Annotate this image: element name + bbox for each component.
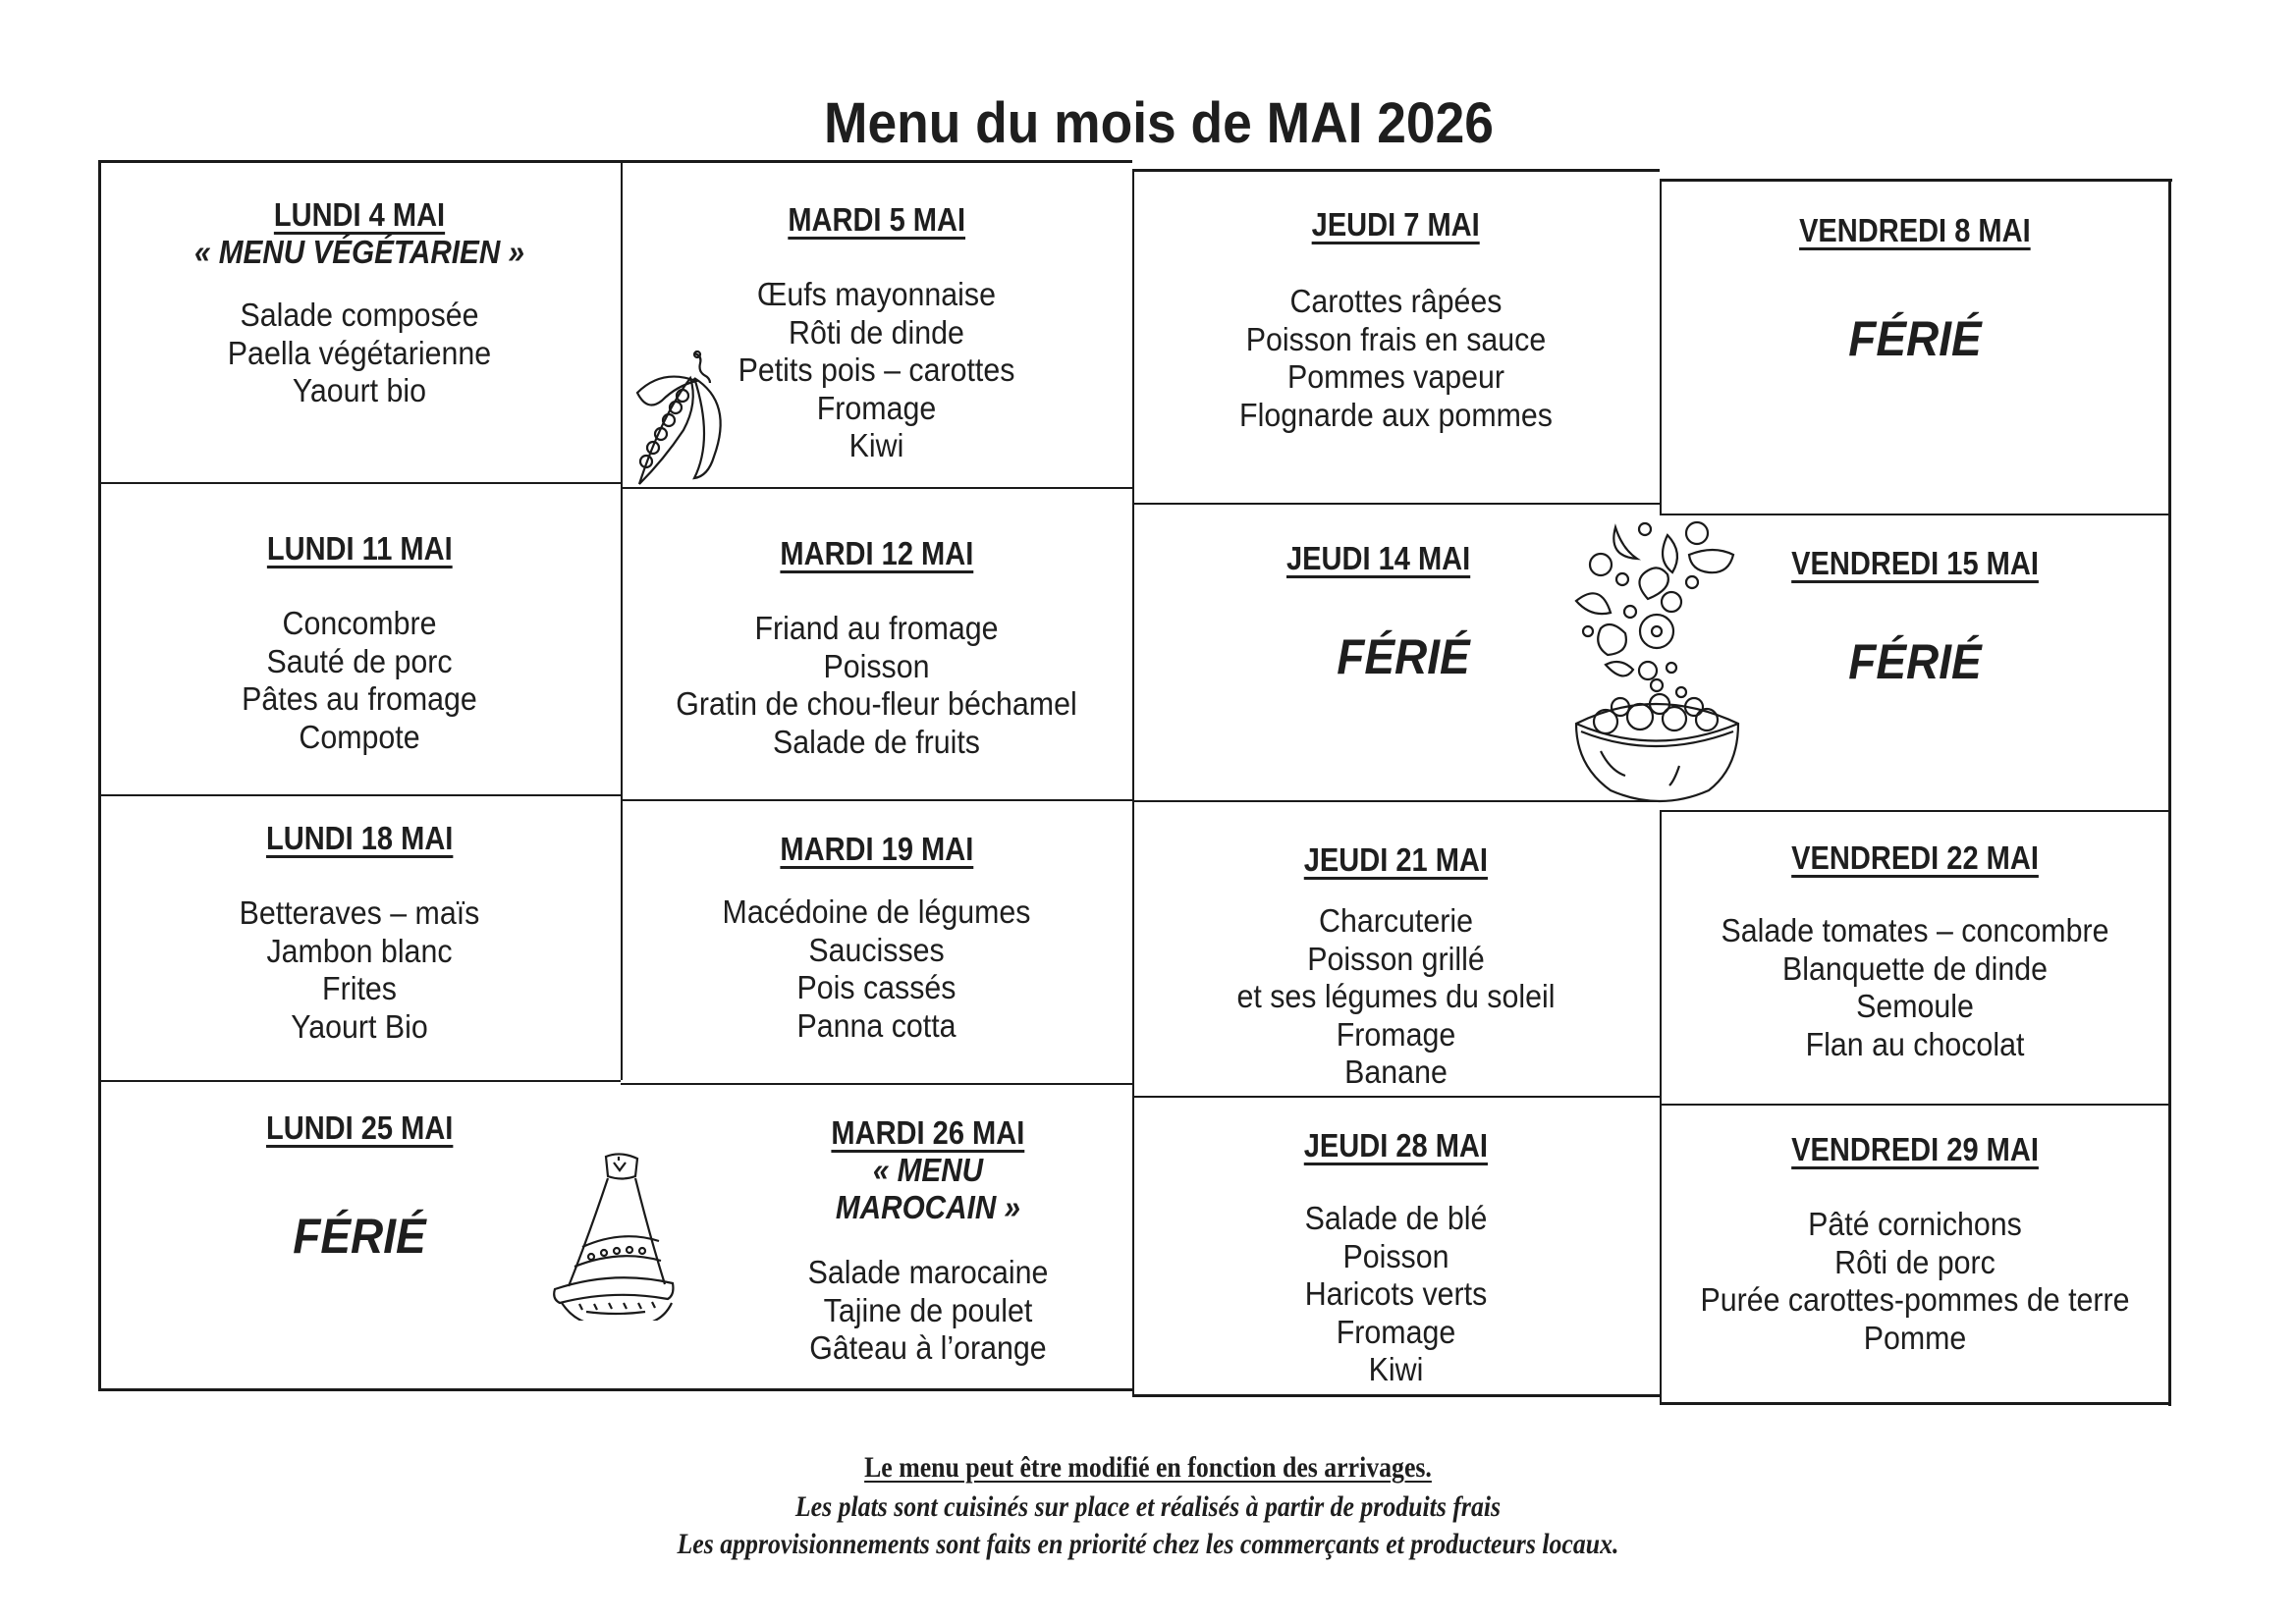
footer (0, 1451, 2296, 1561)
dish-item: Fromage (1336, 1015, 1456, 1053)
day-header: LUNDI 11 MAI (266, 530, 453, 567)
row-divider-3-right-b (1660, 1104, 2170, 1106)
table-border-top-right (1660, 179, 2172, 182)
dish-item: Poisson frais en sauce (1245, 320, 1547, 357)
dish-list (119, 605, 599, 756)
dish-item: Kiwi (1368, 1351, 1424, 1387)
dish-item: Œufs mayonnaise (756, 276, 996, 312)
fruit-salad-illustration (1561, 515, 1748, 805)
menu-cell-vendredi-22 (1660, 839, 2170, 1063)
dish-item: Friand au fromage (754, 610, 999, 646)
table-border-bottom-mid (1132, 1394, 1660, 1397)
holiday-label: FÉRIÉ (1337, 629, 1470, 684)
dish-list (119, 297, 599, 410)
menu-cell-mardi-12 (621, 535, 1132, 761)
dish-item: et ses légumes du soleil (1236, 978, 1556, 1014)
row-divider-1-left (98, 482, 621, 484)
day-header: VENDREDI 29 MAI (1791, 1131, 2039, 1167)
dish-item: Semoule (1856, 988, 1974, 1024)
row-divider-2-mid (621, 799, 1132, 801)
footer-line-fresh: Les plats sont cuisinés sur place et réalisés à partir de produits frais (794, 1490, 1502, 1523)
row-divider-3-right-a (1132, 1096, 1660, 1098)
dish-item: Purée carottes-pommes de terre (1700, 1281, 2130, 1318)
table-border-top-mid (1132, 169, 1660, 172)
menu-theme: « MENU VÉGÉTARIEN » (193, 234, 525, 270)
menu-cell-jeudi-7 (1132, 206, 1660, 434)
menu-cell-mardi-26 (668, 1114, 1080, 1368)
pea-pod-illustration (633, 349, 741, 491)
dish-item: Banane (1344, 1054, 1448, 1090)
menu-cell-lundi-18 (98, 820, 621, 1046)
dish-item: Carottes râpées (1289, 283, 1503, 319)
dish-list (1153, 902, 1638, 1092)
menu-cell-jeudi-28 (1132, 1127, 1660, 1389)
dish-list (119, 894, 599, 1046)
menu-theme: « MENU MAROCAIN » (835, 1152, 1021, 1225)
day-header: LUNDI 4 MAI (273, 196, 446, 233)
dish-item: Rôti de dinde (789, 313, 964, 351)
dish-item: Poisson (1342, 1237, 1449, 1274)
dish-item: Gratin de chou-fleur béchamel (676, 685, 1077, 722)
holiday-label: FÉRIÉ (1848, 311, 1982, 366)
row-divider-2-left (98, 794, 621, 796)
dish-list (641, 610, 1112, 761)
dish-item: Haricots verts (1304, 1275, 1488, 1312)
dish-item: Concombre (282, 605, 437, 641)
menu-cell-lundi-25 (98, 1109, 621, 1265)
row-divider-3-left (98, 1080, 621, 1082)
page-title: Menu du mois de MAI 2026 (824, 91, 1494, 155)
dish-item: Salade marocaine (807, 1254, 1049, 1290)
dish-item: Tajine de poulet (823, 1291, 1033, 1328)
dish-item: Rôti de porc (1834, 1243, 1995, 1280)
holiday-label: FÉRIÉ (293, 1209, 426, 1264)
dish-item: Salade de blé (1304, 1200, 1488, 1236)
table-border-bottom-left (98, 1388, 1132, 1391)
dish-list (641, 893, 1112, 1045)
dish-item: Salade de fruits (773, 723, 980, 760)
dish-item: Panna cotta (796, 1006, 957, 1044)
day-header: MARDI 5 MAI (788, 201, 965, 238)
row-divider-2-right-b (1660, 810, 2170, 812)
row-divider-1-right-a (1132, 503, 1660, 505)
dish-item: Gâteau à l’orange (809, 1329, 1047, 1366)
holiday-label: FÉRIÉ (1848, 634, 1982, 689)
menu-cell-vendredi-8 (1660, 212, 2170, 367)
day-header: VENDREDI 15 MAI (1791, 545, 2039, 581)
dish-item: Pomme (1863, 1319, 1967, 1356)
day-header: MARDI 26 MAI (831, 1114, 1025, 1151)
dish-list (1153, 1200, 1638, 1389)
day-header: LUNDI 18 MAI (265, 820, 454, 856)
dish-item: Fromage (816, 389, 937, 426)
dish-item: Salade tomates – concombre (1721, 912, 2109, 948)
footer-disclaimer: Le menu peut être modifié en fonction des arrivages. (864, 1451, 1432, 1484)
dish-item: Pâté cornichons (1808, 1206, 2022, 1242)
day-header: JEUDI 14 MAI (1286, 540, 1471, 576)
dish-item: Poisson (823, 647, 930, 684)
table-border-top-left (98, 160, 1132, 163)
tajine-illustration (550, 1149, 678, 1321)
dish-item: Betteraves – maïs (239, 894, 480, 931)
dish-item: Paella végétarienne (227, 334, 492, 371)
dish-list (788, 1254, 1067, 1368)
day-header: MARDI 19 MAI (780, 831, 973, 867)
dish-item: Yaourt bio (292, 372, 427, 408)
dish-item: Compote (299, 718, 420, 755)
day-header: JEUDI 7 MAI (1311, 206, 1481, 243)
dish-item: Pois cassés (796, 969, 957, 1005)
dish-item: Fromage (1336, 1313, 1456, 1350)
dish-item: Salade composée (240, 297, 479, 333)
menu-cell-vendredi-29 (1660, 1131, 2170, 1357)
dish-item: Poisson grillé (1307, 940, 1485, 977)
dish-item: Flan au chocolat (1805, 1025, 2025, 1062)
dish-list (1153, 283, 1638, 434)
dish-item: Sauté de porc (266, 642, 453, 679)
dish-item: Charcuterie (1319, 902, 1473, 939)
dish-list (1680, 912, 2150, 1063)
menu-cell-lundi-11 (98, 530, 621, 756)
dish-item: Petits pois – carottes (738, 352, 1015, 388)
dish-item: Pommes vapeur (1286, 358, 1505, 395)
table-border-bottom-right (1660, 1402, 2171, 1405)
dish-item: Frites (322, 970, 397, 1006)
dish-item: Jambon blanc (266, 932, 453, 969)
dish-item: Yaourt Bio (291, 1007, 428, 1045)
footer-line-local: Les approvisionnements sont faits en priorité chez les commerçants et producteurs locaux. (677, 1528, 1619, 1560)
day-header: JEUDI 21 MAI (1303, 841, 1489, 878)
row-divider-3-mid (621, 1083, 1132, 1085)
day-header: JEUDI 28 MAI (1303, 1127, 1489, 1163)
dish-item: Pâtes au fromage (242, 680, 477, 717)
dish-item: Blanquette de dinde (1781, 949, 2049, 987)
dish-item: Saucisses (808, 931, 945, 968)
day-header: LUNDI 25 MAI (265, 1109, 454, 1146)
dish-list (1680, 1206, 2150, 1357)
menu-cell-mardi-19 (621, 831, 1132, 1045)
dish-item: Macédoine de légumes (722, 893, 1031, 930)
menu-cell-lundi-4 (98, 196, 621, 410)
menu-cell-jeudi-21 (1132, 841, 1660, 1092)
day-header: VENDREDI 8 MAI (1799, 212, 2031, 248)
dish-item: Kiwi (848, 427, 904, 463)
day-header: MARDI 12 MAI (780, 535, 973, 571)
day-header: VENDREDI 22 MAI (1791, 839, 2039, 876)
dish-item: Flognarde aux pommes (1239, 396, 1553, 433)
